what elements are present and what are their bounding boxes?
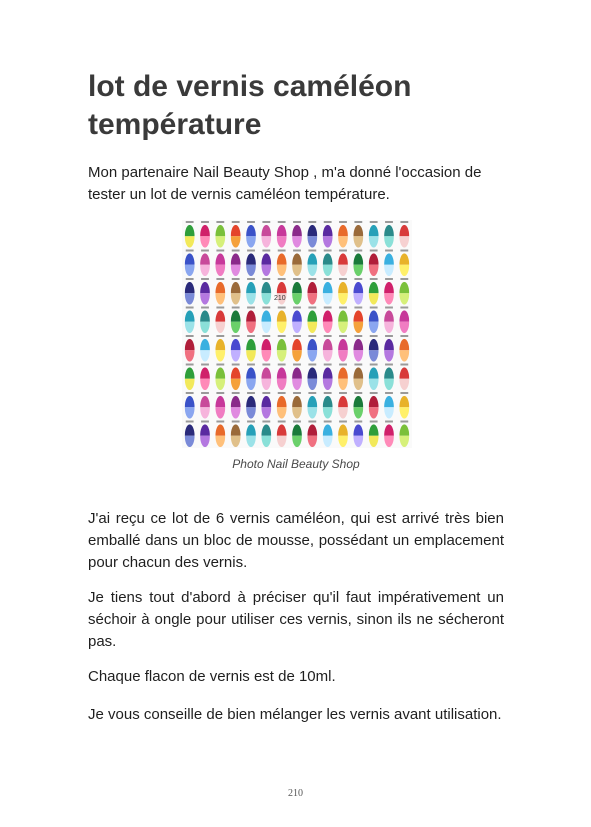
swatch-oval — [277, 307, 287, 334]
paragraph-3: Chaque flacon de vernis est de 10ml. — [88, 668, 336, 685]
swatch-oval — [200, 250, 210, 277]
swatch-grid — [182, 220, 412, 448]
swatch-oval — [399, 307, 409, 334]
swatch-oval — [307, 392, 317, 419]
swatch-oval — [200, 221, 210, 248]
swatch-oval — [246, 307, 256, 334]
swatch-oval — [353, 364, 363, 391]
swatch-oval — [307, 221, 317, 248]
swatch-oval — [384, 392, 394, 419]
swatch-oval — [200, 278, 210, 305]
swatch-oval — [307, 335, 317, 362]
swatch-oval — [353, 278, 363, 305]
swatch-oval — [338, 307, 348, 334]
swatch-oval — [384, 250, 394, 277]
swatch-oval — [277, 421, 287, 448]
swatch-oval — [323, 335, 333, 362]
swatch-oval — [215, 421, 225, 448]
swatch-oval — [353, 250, 363, 277]
swatch-oval — [384, 278, 394, 305]
nail-polish-swatch-photo — [182, 220, 412, 448]
swatch-oval — [292, 335, 302, 362]
swatch-oval — [277, 364, 287, 391]
swatch-oval — [261, 307, 271, 334]
swatch-oval — [338, 335, 348, 362]
swatch-oval — [261, 364, 271, 391]
swatch-oval — [323, 364, 333, 391]
swatch-oval — [292, 250, 302, 277]
swatch-oval — [369, 421, 379, 448]
swatch-oval — [399, 392, 409, 419]
swatch-oval — [246, 278, 256, 305]
swatch-oval — [399, 364, 409, 391]
swatch-oval — [231, 364, 241, 391]
swatch-oval — [185, 278, 195, 305]
swatch-oval — [338, 278, 348, 305]
swatch-oval — [399, 221, 409, 248]
swatch-oval — [323, 421, 333, 448]
swatch-oval — [307, 421, 317, 448]
intro-paragraph: Mon partenaire Nail Beauty Shop , m'a donné l'occasion de tester un lot de vernis caméléon température. — [88, 164, 482, 203]
swatch-oval — [338, 392, 348, 419]
swatch-oval — [261, 335, 271, 362]
swatch-oval — [338, 221, 348, 248]
swatch-oval — [200, 335, 210, 362]
swatch-oval — [338, 364, 348, 391]
swatch-oval — [215, 221, 225, 248]
photo-caption: Photo Nail Beauty Shop — [232, 457, 360, 471]
paragraph-4: Je vous conseille de bien mélanger les vernis avant utilisation. — [88, 706, 502, 723]
swatch-oval — [369, 307, 379, 334]
swatch-oval — [384, 221, 394, 248]
swatch-oval — [246, 392, 256, 419]
swatch-oval — [231, 278, 241, 305]
swatch-oval — [200, 364, 210, 391]
swatch-oval — [399, 335, 409, 362]
swatch-oval — [384, 364, 394, 391]
swatch-oval — [185, 392, 195, 419]
swatch-oval — [384, 307, 394, 334]
swatch-oval — [369, 392, 379, 419]
swatch-oval — [231, 421, 241, 448]
swatch-oval — [215, 392, 225, 419]
swatch-oval — [231, 307, 241, 334]
swatch-oval — [261, 221, 271, 248]
swatch-oval — [399, 421, 409, 448]
swatch-oval — [215, 278, 225, 305]
swatch-oval — [307, 278, 317, 305]
swatch-oval — [231, 250, 241, 277]
swatch-oval — [231, 392, 241, 419]
swatch-oval — [399, 250, 409, 277]
swatch-oval — [369, 250, 379, 277]
swatch-oval — [277, 392, 287, 419]
swatch-oval — [369, 335, 379, 362]
swatch-oval — [323, 278, 333, 305]
swatch-oval — [353, 221, 363, 248]
swatch-oval — [246, 221, 256, 248]
swatch-oval — [215, 307, 225, 334]
swatch-oval — [185, 364, 195, 391]
swatch-oval — [369, 364, 379, 391]
swatch-oval — [292, 392, 302, 419]
swatch-oval — [231, 221, 241, 248]
swatch-oval — [277, 221, 287, 248]
swatch-oval — [323, 250, 333, 277]
swatch-oval — [277, 335, 287, 362]
page-title: lot de vernis caméléon température — [88, 70, 412, 141]
swatch-oval — [215, 364, 225, 391]
swatch-oval — [185, 307, 195, 334]
swatch-oval — [338, 421, 348, 448]
swatch-oval — [185, 221, 195, 248]
swatch-oval — [369, 278, 379, 305]
swatch-oval — [292, 307, 302, 334]
paragraph-2: Je tiens tout d'abord à préciser qu'il faut impérativement un séchoir à ongle pour utiliser ces vernis, sinon ils ne sécheront pas. — [88, 589, 504, 650]
swatch-oval — [369, 221, 379, 248]
swatch-oval — [292, 278, 302, 305]
swatch-oval — [353, 335, 363, 362]
swatch-oval — [384, 335, 394, 362]
swatch-oval — [246, 421, 256, 448]
swatch-oval — [292, 421, 302, 448]
swatch-oval — [246, 335, 256, 362]
swatch-oval — [200, 307, 210, 334]
swatch-oval — [277, 250, 287, 277]
swatch-oval — [246, 364, 256, 391]
swatch-oval — [323, 307, 333, 334]
swatch-oval — [399, 278, 409, 305]
swatch-oval — [353, 421, 363, 448]
swatch-oval — [307, 364, 317, 391]
swatch-oval — [231, 335, 241, 362]
swatch-oval — [185, 250, 195, 277]
swatch-oval — [338, 250, 348, 277]
swatch-oval — [215, 250, 225, 277]
swatch-oval — [261, 250, 271, 277]
swatch-oval — [323, 221, 333, 248]
swatch-oval — [353, 392, 363, 419]
paragraph-1: J'ai reçu ce lot de 6 vernis caméléon, qui est arrivé très bien emballé dans un bloc de mousse, possédant un emplacement pour chacun des vernis. — [88, 510, 504, 571]
swatch-oval — [185, 421, 195, 448]
swatch-oval — [292, 364, 302, 391]
swatch-oval — [384, 421, 394, 448]
photo-stamp: 210 — [274, 295, 286, 302]
swatch-oval — [353, 307, 363, 334]
swatch-oval — [261, 421, 271, 448]
swatch-oval — [307, 307, 317, 334]
swatch-oval — [200, 421, 210, 448]
swatch-oval — [215, 335, 225, 362]
swatch-oval — [246, 250, 256, 277]
page-number: 210 — [288, 788, 303, 799]
swatch-oval — [292, 221, 302, 248]
swatch-oval — [323, 392, 333, 419]
swatch-oval — [307, 250, 317, 277]
swatch-oval — [185, 335, 195, 362]
swatch-oval — [200, 392, 210, 419]
swatch-oval — [261, 392, 271, 419]
swatch-oval — [261, 278, 271, 305]
